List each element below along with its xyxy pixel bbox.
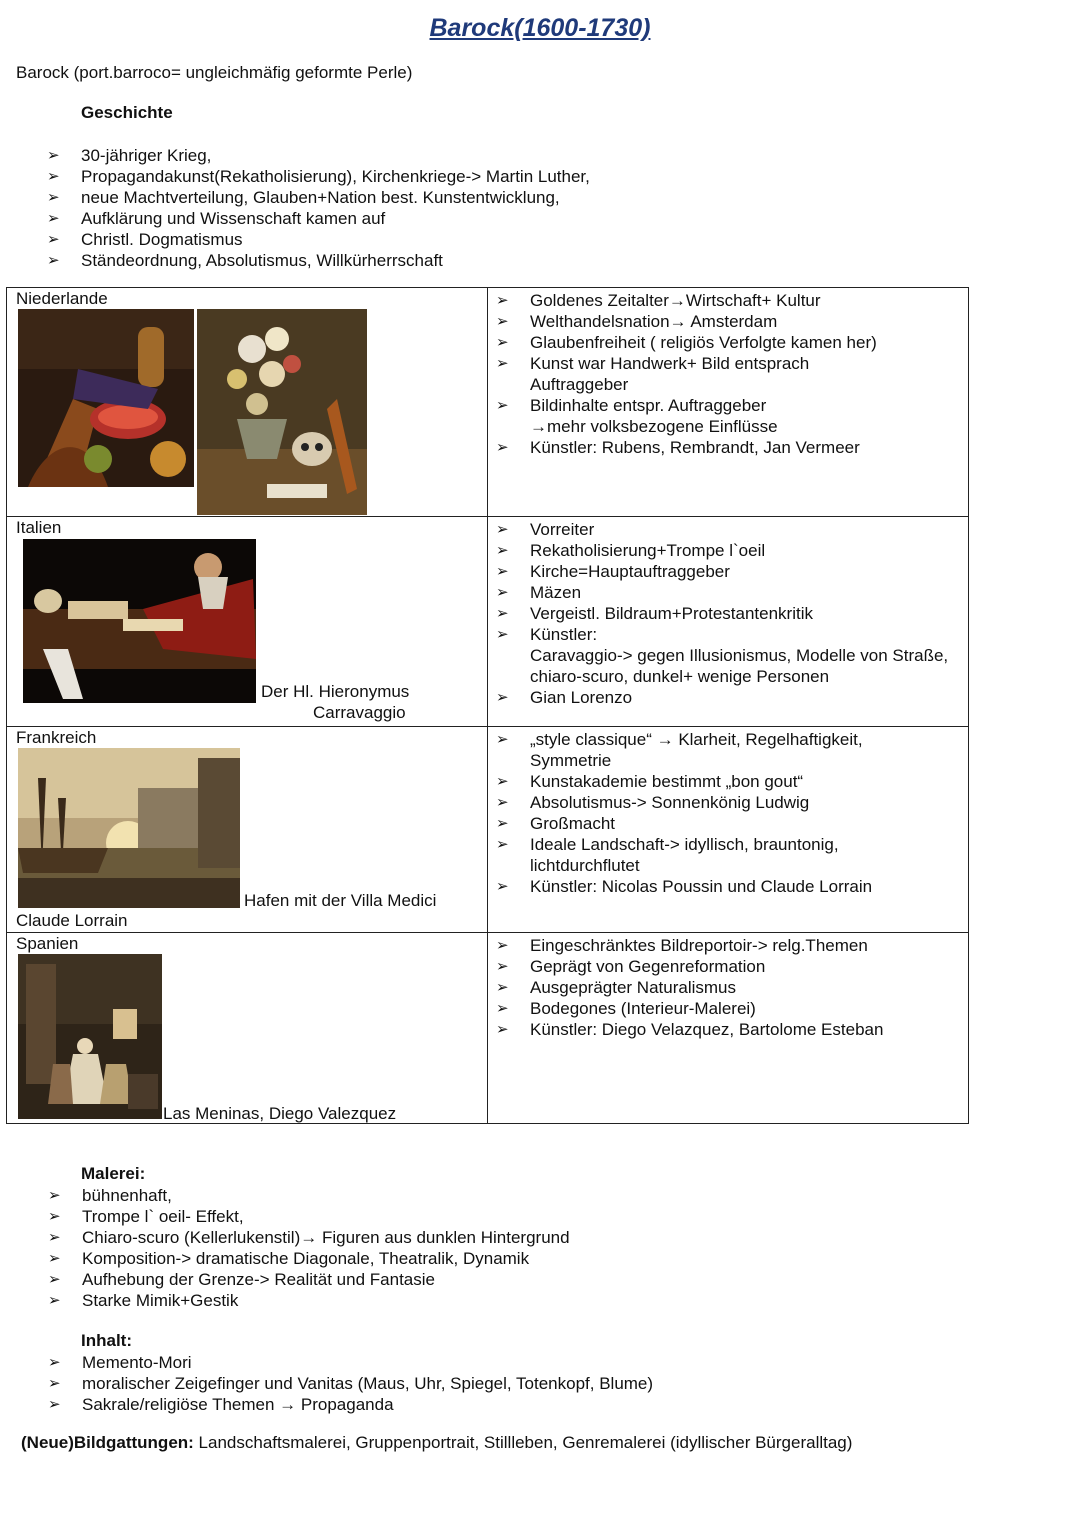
las-meninas-image xyxy=(18,954,162,1119)
page-title: Barock(1600-1730) xyxy=(429,14,651,42)
continuation-text: Auftraggeber xyxy=(530,375,629,394)
list-item: ➢ Ständeordnung, Absolutismus, Willkürherrschaft xyxy=(47,250,590,271)
list-item: ➢ Künstler: Diego Velazquez, Bartolome Esteban xyxy=(496,1019,958,1040)
subtitle: Barock (port.barroco= ungleichmäfig geformte Perle) xyxy=(16,63,413,82)
list-item: ➢ Aufklärung und Wissenschaft kamen auf xyxy=(47,208,590,229)
list-item: ➢ Sakrale/religiöse Themen → Propaganda xyxy=(48,1394,653,1415)
niederlande-notes xyxy=(488,288,969,517)
list-item: ➢ Kunstakademie bestimmt „bon gout“ xyxy=(496,771,958,792)
table-row xyxy=(7,288,969,517)
list-item: ➢ Absolutismus-> Sonnenkönig Ludwig xyxy=(496,792,958,813)
geschichte-list xyxy=(47,145,590,271)
list-item: ➢ Ideale Landschaft-> idyllisch, brauntonig, xyxy=(496,834,958,855)
list-item: ➢ Großmacht xyxy=(496,813,958,834)
table-row xyxy=(7,517,969,727)
italien-list xyxy=(496,519,958,708)
spanien-notes xyxy=(488,933,969,1124)
frankreich-notes xyxy=(488,727,969,933)
list-item: ➢ Christl. Dogmatismus xyxy=(47,229,590,250)
las-meninas-painting xyxy=(18,954,162,1119)
still-life-1-image xyxy=(18,309,194,487)
list-item: ➢ Chiaro-scuro (Kellerlukenstil)→ Figuren aus dunklen Hintergrund xyxy=(48,1227,570,1248)
niederlande-list xyxy=(496,290,958,458)
list-item: ➢ Bodegones (Interieur-Malerei) xyxy=(496,998,958,1019)
hieronymus-painting xyxy=(23,539,256,703)
bildgattungen-label: (Neue)Bildgattungen: xyxy=(21,1433,194,1452)
continuation-text: lichtdurchflutet xyxy=(530,856,640,875)
list-item: ➢ Kunst war Handwerk+ Bild entsprach xyxy=(496,353,958,374)
list-item: ➢ Ausgeprägter Naturalismus xyxy=(496,977,958,998)
malerei-heading: Malerei: xyxy=(81,1164,146,1183)
list-item: ➢ Aufhebung der Grenze-> Realität und Fantasie xyxy=(48,1269,570,1290)
list-item: ➢ Starke Mimik+Gestik xyxy=(48,1290,570,1311)
villa-medici-image xyxy=(18,748,240,908)
still-life-2-image xyxy=(197,309,367,515)
list-item: ➢ Künstler: Nicolas Poussin und Claude Lorrain xyxy=(496,876,958,897)
hieronymus-image xyxy=(23,539,256,703)
painting-artist: Carravaggio xyxy=(313,703,406,722)
table-row xyxy=(7,933,969,1124)
list-item: ➢ Glaubenfreiheit ( religiös Verfolgte kamen her) xyxy=(496,332,958,353)
country-label: Frankreich xyxy=(16,728,97,747)
country-label: Italien xyxy=(16,518,62,537)
list-item: ➢ 30-jähriger Krieg, xyxy=(47,145,590,166)
list-item: ➢ bühnenhaft, xyxy=(48,1185,570,1206)
list-item: ➢ Künstler: xyxy=(496,624,958,645)
bildgattungen-text: Landschaftsmalerei, Gruppenportrait, Stillleben, Genremalerei (idyllischer Bürgeralltag) xyxy=(193,1433,853,1452)
frankreich-cell xyxy=(7,727,488,933)
list-item: ➢ Bildinhalte entspr. Auftraggeber xyxy=(496,395,958,416)
villa-medici-painting xyxy=(18,748,240,908)
list-item: ➢ neue Machtverteilung, Glauben+Nation best. Kunstentwicklung, xyxy=(47,187,590,208)
bildgattungen-line xyxy=(21,1433,852,1453)
list-item: ➢ „style classique“ → Klarheit, Regelhaftigkeit, xyxy=(496,729,958,750)
list-item: ➢ Goldenes Zeitalter→Wirtschaft+ Kultur xyxy=(496,290,958,311)
painting-caption: Las Meninas, Diego Valezquez xyxy=(163,1104,397,1123)
painting-artist: Claude Lorrain xyxy=(16,911,128,930)
spanien-list xyxy=(496,935,958,1040)
inhalt-list xyxy=(48,1352,653,1415)
continuation-text: Symmetrie xyxy=(530,751,612,770)
list-item: ➢ Propagandakunst(Rekatholisierung), Kirchenkriege-> Martin Luther, xyxy=(47,166,590,187)
still-life-painting-2 xyxy=(197,309,367,515)
continuation-text: →mehr volksbezogene Einflüsse xyxy=(530,417,778,436)
geschichte-heading: Geschichte xyxy=(81,103,173,122)
list-item: ➢ Mäzen xyxy=(496,582,958,603)
list-item: ➢ Trompe l` oeil- Effekt, xyxy=(48,1206,570,1227)
list-item: ➢ Vorreiter xyxy=(496,519,958,540)
niederlande-cell xyxy=(7,288,488,517)
list-item: ➢ Welthandelsnation→ Amsterdam xyxy=(496,311,958,332)
list-item: ➢ Rekatholisierung+Trompe l`oeil xyxy=(496,540,958,561)
inhalt-heading: Inhalt: xyxy=(81,1331,132,1350)
list-item: ➢ Künstler: Rubens, Rembrandt, Jan Vermeer xyxy=(496,437,958,458)
painting-caption: Hafen mit der Villa Medici xyxy=(244,891,437,910)
italien-cell xyxy=(7,517,488,727)
countries-table xyxy=(6,287,969,1124)
list-item: ➢ Geprägt von Gegenreformation xyxy=(496,956,958,977)
frankreich-list xyxy=(496,729,958,897)
italien-notes xyxy=(488,517,969,727)
country-label: Niederlande xyxy=(16,289,108,308)
still-life-painting-1 xyxy=(18,309,194,487)
list-item: ➢ Vergeistl. Bildraum+Protestantenkritik xyxy=(496,603,958,624)
list-item: ➢ Eingeschränktes Bildreportoir-> relg.Themen xyxy=(496,935,958,956)
list-item: ➢ Komposition-> dramatische Diagonale, Theatralik, Dynamik xyxy=(48,1248,570,1269)
country-label: Spanien xyxy=(16,934,79,953)
list-item: ➢ Kirche=Hauptauftraggeber xyxy=(496,561,958,582)
malerei-list xyxy=(48,1185,570,1311)
painting-caption: Der Hl. Hieronymus xyxy=(261,682,410,701)
spanien-cell xyxy=(7,933,488,1124)
list-item: ➢ moralischer Zeigefinger und Vanitas (Maus, Uhr, Spiegel, Totenkopf, Blume) xyxy=(48,1373,653,1394)
continuation-text: Caravaggio-> gegen Illusionismus, Modelle von Straße, chiaro-scuro, dunkel+ wenige Personen xyxy=(530,646,949,686)
table-row xyxy=(7,727,969,933)
list-item: ➢ Gian Lorenzo xyxy=(496,687,958,708)
list-item: ➢ Memento-Mori xyxy=(48,1352,653,1373)
